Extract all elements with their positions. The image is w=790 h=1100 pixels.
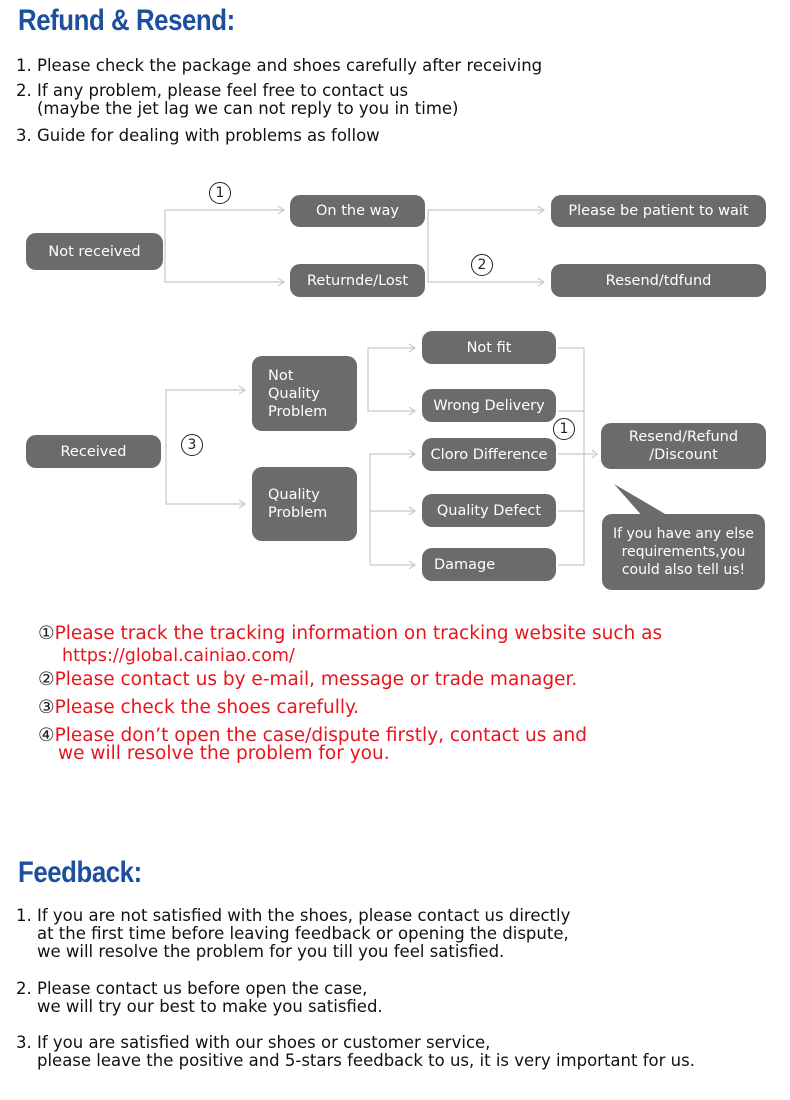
returned-lost-box: Returnde/Lost — [290, 264, 425, 297]
feedback-2-line-1: 2. Please contact us before open the case, — [16, 979, 368, 998]
wrong-delivery-box: Wrong Delivery — [422, 389, 556, 422]
resend-refund-box: Resend/tdfund — [551, 264, 766, 297]
on-the-way-box: On the way — [290, 195, 425, 227]
color-difference-box: Cloro Difference — [422, 438, 556, 471]
feedback-1-line-3: we will resolve the problem for you till you feel satisfied. — [16, 942, 505, 961]
bubble-line-3: could also tell us! — [621, 562, 746, 578]
note-4-number: ④ — [38, 725, 55, 746]
marker-3: 3 — [181, 434, 203, 456]
note-1 — [38, 624, 662, 644]
refund-line-2: 2. If any problem, please feel free to contact us — [16, 81, 409, 100]
note-4-cont: we will resolve the problem for you. — [58, 743, 390, 764]
note-1-number: ① — [38, 623, 55, 644]
rrd-line-1: Resend/Refund — [628, 429, 739, 445]
refund-line-3: 3. Guide for dealing with problems as follow — [16, 126, 380, 145]
be-patient-box: Please be patient to wait — [551, 195, 766, 227]
marker-1-top: 1 — [209, 182, 231, 204]
damage-box: Damage — [422, 548, 556, 581]
refund-line-1: 1. Please check the package and shoes carefully after receiving — [16, 56, 543, 75]
refund-title: Refund & Resend: — [18, 4, 235, 37]
nqp-line-2: Quality — [268, 385, 320, 402]
qp-line-1: Quality — [268, 487, 320, 503]
feedback-1-line-1: 1. If you are not satisfied with the shoes, please contact us directly — [16, 906, 571, 925]
requirements-bubble — [602, 514, 765, 590]
not-received-box: Not received — [26, 233, 163, 270]
received-box: Received — [26, 435, 161, 468]
feedback-1-line-2: at the first time before leaving feedback or opening the dispute, — [16, 924, 569, 943]
feedback-2-line-2: we will try our best to make you satisfied. — [16, 997, 383, 1016]
feedback-3-line-1: 3. If you are satisfied with our shoes or customer service, — [16, 1033, 491, 1052]
note-1-text: Please track the tracking information on tracking website such as — [54, 623, 663, 644]
note-4-text: Please don’t open the case/dispute firstly, contact us and — [54, 725, 588, 746]
note-1-url: https://global.cainiao.com/ — [62, 646, 295, 666]
feedback-3-line-2: please leave the positive and 5-stars feedback to us, it is very important for us. — [16, 1051, 695, 1070]
feedback-title: Feedback: — [18, 856, 142, 889]
qp-line-2: Problem — [268, 505, 328, 521]
nqp-line-1: Not — [268, 367, 294, 384]
note-3-text: Please check the shoes carefully. — [54, 697, 360, 718]
nqp-line-3: Problem — [268, 403, 328, 420]
quality-defect-box: Quality Defect — [422, 494, 556, 527]
marker-1-right: 1 — [553, 418, 575, 440]
note-2 — [38, 670, 577, 690]
note-3-number: ③ — [38, 697, 55, 718]
bubble-line-1: If you have any else — [612, 526, 755, 542]
note-3 — [38, 698, 359, 718]
note-2-text: Please contact us by e-mail, message or trade manager. — [54, 669, 578, 690]
note-2-number: ② — [38, 669, 55, 690]
marker-2: 2 — [471, 254, 493, 276]
refund-line-2b: (maybe the jet lag we can not reply to you in time) — [16, 99, 459, 118]
not-fit-box: Not fit — [422, 331, 556, 364]
rrd-line-2: /Discount — [649, 447, 718, 463]
bubble-line-2: requirements,you — [621, 544, 746, 560]
